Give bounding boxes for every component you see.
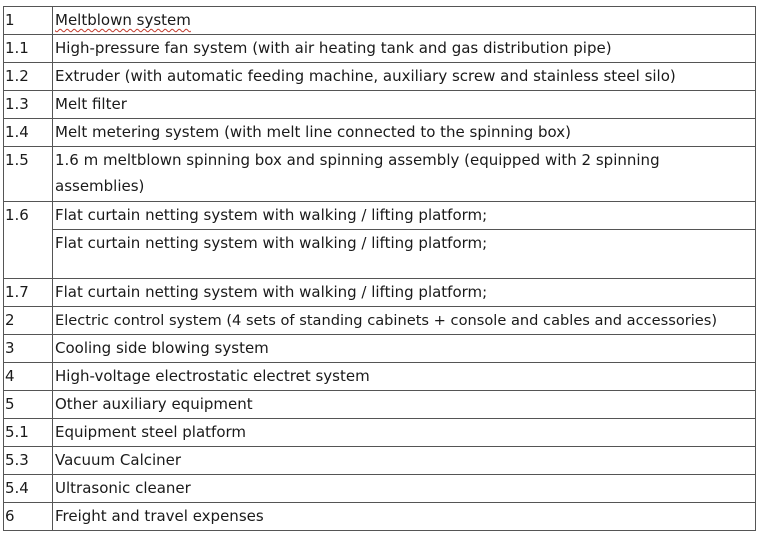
table-row bbox=[4, 147, 756, 202]
item-description: Vacuum Calciner bbox=[53, 447, 756, 475]
item-description-line: Flat curtain netting system with walking / lifting platform; bbox=[55, 234, 488, 252]
table-row bbox=[4, 91, 756, 119]
item-description: Cooling side blowing system bbox=[53, 335, 756, 363]
item-description-line: Flat curtain netting system with walking / lifting platform; bbox=[53, 202, 755, 230]
item-number: 5.4 bbox=[4, 475, 53, 503]
item-description-line: assemblies) bbox=[55, 177, 145, 195]
item-description-line: 1.6 m meltblown spinning box and spinning assembly (equipped with 2 spinning bbox=[55, 151, 660, 169]
item-number: 6 bbox=[4, 503, 53, 531]
table-row bbox=[4, 202, 756, 279]
item-number: 5.3 bbox=[4, 447, 53, 475]
item-number: 2 bbox=[4, 307, 53, 335]
item-number: 1 bbox=[4, 7, 53, 35]
item-description: Freight and travel expenses bbox=[53, 503, 756, 531]
item-description: Extruder (with automatic feeding machine, auxiliary screw and stainless steel silo) bbox=[53, 63, 756, 91]
table-row bbox=[4, 335, 756, 363]
item-number: 1.2 bbox=[4, 63, 53, 91]
table-row bbox=[4, 7, 756, 35]
item-description: Other auxiliary equipment bbox=[53, 391, 756, 419]
table-row bbox=[4, 503, 756, 531]
item-number: 4 bbox=[4, 363, 53, 391]
item-description bbox=[53, 7, 756, 35]
table-row bbox=[4, 119, 756, 147]
table-row bbox=[4, 475, 756, 503]
item-description bbox=[53, 147, 756, 202]
equipment-list-table bbox=[3, 6, 756, 531]
item-description: Melt metering system (with melt line connected to the spinning box) bbox=[53, 119, 756, 147]
item-description: Electric control system (4 sets of standing cabinets + console and cables and accessories) bbox=[53, 307, 756, 335]
table-row bbox=[4, 279, 756, 307]
item-description: Ultrasonic cleaner bbox=[53, 475, 756, 503]
table-row bbox=[4, 391, 756, 419]
item-number: 1.6 bbox=[4, 202, 53, 279]
table-row bbox=[4, 447, 756, 475]
item-number: 1.1 bbox=[4, 35, 53, 63]
item-number: 3 bbox=[4, 335, 53, 363]
item-number: 1.4 bbox=[4, 119, 53, 147]
item-number: 1.5 bbox=[4, 147, 53, 202]
item-description: Equipment steel platform bbox=[53, 419, 756, 447]
item-description: High-pressure fan system (with air heating tank and gas distribution pipe) bbox=[53, 35, 756, 63]
item-description-text: Meltblown system bbox=[55, 11, 191, 29]
table-row bbox=[4, 363, 756, 391]
table-row bbox=[4, 63, 756, 91]
item-number: 5 bbox=[4, 391, 53, 419]
table-row bbox=[4, 419, 756, 447]
item-number: 1.3 bbox=[4, 91, 53, 119]
item-description bbox=[53, 202, 756, 279]
item-number: 1.7 bbox=[4, 279, 53, 307]
table-row bbox=[4, 307, 756, 335]
item-description: High-voltage electrostatic electret system bbox=[53, 363, 756, 391]
item-description: Melt filter bbox=[53, 91, 756, 119]
item-description: Flat curtain netting system with walking / lifting platform; bbox=[53, 279, 756, 307]
item-number: 5.1 bbox=[4, 419, 53, 447]
table-row bbox=[4, 35, 756, 63]
